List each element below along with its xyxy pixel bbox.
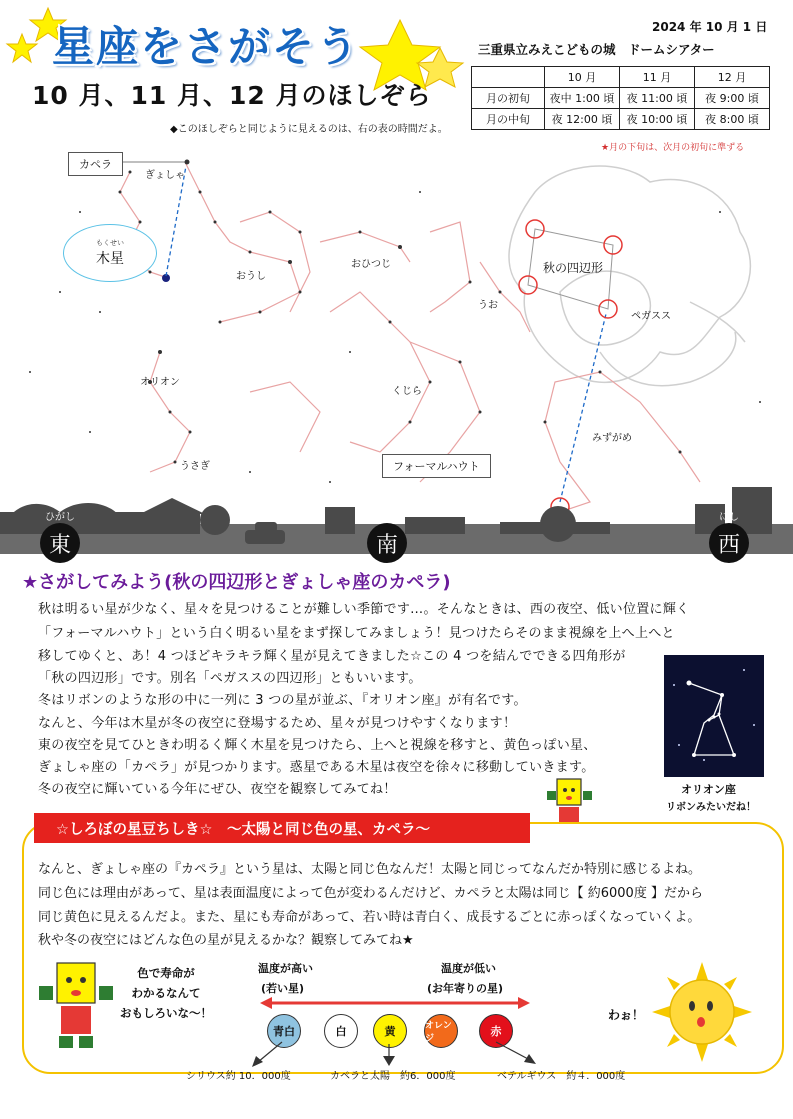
- table-row: [472, 109, 770, 130]
- body-text-line: 秋は明るい星が少なく、星々を見つけることが難しい季節です…。そんなときは、西の夜空、低い位置に輝く: [38, 602, 690, 617]
- speech-line: 色で寿命が: [137, 966, 195, 980]
- section-title: ★さがしてみよう(秋の四辺形とぎょしゃ座のカペラ): [22, 572, 451, 593]
- example-sirius: シリウス約 10．000度: [186, 1071, 291, 1082]
- color-label: オレンジ: [425, 1021, 452, 1044]
- trivia-text-line: 同じ色には理由があって、星は表面温度によって色が変わるんだけど、カペラと太陽は同じ【 約6000度 】だから: [38, 886, 703, 901]
- table-cell: 夜中 1:00 頃: [545, 88, 620, 109]
- direction-east: [40, 508, 80, 563]
- constellation-label-aquarius: みずがめ: [592, 433, 632, 444]
- trivia-ribbon-text: ☆しろぼの星豆ちしき☆ ～太陽と同じ色の星、カペラ～: [56, 821, 430, 838]
- sun-speech: わぉ！: [608, 1008, 644, 1022]
- constellation-label-orion: オリオン: [140, 377, 180, 388]
- constellation-label-auriga: ぎょしゃ: [145, 170, 185, 181]
- issue-date: 2024 年 10 月 1 日: [652, 20, 768, 34]
- jupiter-label: 木星: [96, 251, 124, 267]
- row-label: 月の中旬: [472, 109, 545, 130]
- sun-character: [652, 962, 752, 1062]
- table-header-cell: 11 月: [620, 67, 695, 88]
- star-map: [0, 152, 793, 558]
- direction-west: [709, 508, 749, 563]
- orion-photo-drawing: [664, 655, 764, 777]
- direction-kanji: 南: [367, 523, 407, 563]
- trivia-text-line: 秋や冬の夜空にはどんな色の星が見えるかな？観察してみてね★: [38, 933, 414, 948]
- fomalhaut-callout: フォーマルハウト: [382, 454, 491, 478]
- capella-callout: カペラ: [68, 152, 123, 176]
- direction-ruby: みなみ: [372, 512, 402, 523]
- star-map-drawing: [0, 152, 793, 554]
- pointer-arrow-pegasus: [560, 314, 606, 502]
- direction-kanji: 東: [40, 523, 80, 563]
- body-text-line: 「秋の四辺形」です。別名「ペガススの四辺形」ともいいます。: [38, 671, 422, 686]
- orion-caption-sub: リボンみたいだね！: [666, 802, 756, 813]
- temp-high-label: 温度が高い: [258, 962, 313, 975]
- mascot-figure: [37, 958, 117, 1053]
- table-header-row: [472, 67, 770, 88]
- direction-kanji: 西: [709, 523, 749, 563]
- table-cell: 夜 10:00 頃: [620, 109, 695, 130]
- table-cell: 夜 8:00 頃: [695, 109, 770, 130]
- direction-ruby: ひがし: [45, 512, 75, 523]
- autumn-square-label: 秋の四辺形: [543, 261, 604, 275]
- pointer-arrow-capella: [166, 166, 186, 276]
- direction-south: [367, 508, 407, 563]
- temp-low-sub: (お年寄りの星): [427, 982, 504, 995]
- constellation-label-pisces: うお: [478, 300, 498, 311]
- trivia-ribbon: [34, 813, 530, 843]
- direction-ruby: にし: [719, 512, 739, 523]
- speech-line: おもしろいな～！: [120, 1006, 212, 1020]
- trivia-text-line: 同じ黄色に見えるんだよ。また、星にも寿命があって、若い時は青白く、成長するごとに赤っぽくなっていくよ。: [38, 910, 701, 925]
- temp-high-sub: (若い星): [261, 982, 305, 995]
- orion-caption: オリオン座: [681, 783, 736, 796]
- body-text-line: 「フォーマルハウト」という白く明るい星をまず探してみましょう！見つけたらそのまま視線を上へ上へと: [38, 626, 675, 641]
- color-label: 赤: [490, 1025, 502, 1038]
- table-header-cell: 12 月: [695, 67, 770, 88]
- orion-photo: [664, 655, 764, 777]
- body-text-line: 冬の夜空に輝いている今年にぜひ、夜空を観察してみてね！: [38, 782, 397, 797]
- table-header-cell: 10 月: [545, 67, 620, 88]
- table-corner-cell: [472, 67, 545, 88]
- row-label: 月の初旬: [472, 88, 545, 109]
- body-text-line: 移してゆくと、あ！4 つほどキラキラ輝く星が見えてきました☆この 4 つを結んでできる四角形が: [38, 649, 626, 664]
- jupiter-callout: [63, 224, 157, 282]
- page-subtitle: 10 月、11 月、12 月のほしぞら: [32, 81, 432, 110]
- speech-line: わかるなんて: [131, 986, 201, 1000]
- jupiter-ruby: もくせい: [96, 239, 124, 247]
- viewing-time-table: [471, 66, 770, 130]
- venue-name: 三重県立みえこどもの城 ドームシアター: [478, 42, 715, 57]
- table-cell: 夜 11:00 頃: [620, 88, 695, 109]
- trivia-text-line: なんと、ぎょしゃ座の『カペラ』という星は、太陽と同じ色なんだ！太陽と同じってなんだか特別に感じるよね。: [38, 862, 702, 877]
- footnote: ★月の下旬は、次月の初旬に準ずる: [601, 143, 745, 153]
- mascot-speech: [116, 963, 216, 1023]
- body-text-line: なんと、今年は木星が冬の夜空に登場するため、星々が見つけやすくなります！: [38, 716, 517, 731]
- body-text-line: 冬はリボンのような形の中に一列に 3 つの星が並ぶ、『オリオン座』が有名です。: [38, 693, 527, 708]
- color-label: 白: [335, 1025, 347, 1038]
- color-label: 青白: [273, 1025, 295, 1038]
- constellation-label-cetus: くじら: [392, 386, 422, 397]
- color-label: 黄: [384, 1025, 396, 1038]
- table-note: ◆このほしぞらと同じように見えるのは、右の表の時間だよ。: [170, 124, 448, 135]
- temp-low-label: 温度が低い: [441, 962, 496, 975]
- constellation-label-aries: おひつじ: [351, 259, 391, 270]
- body-text-line: 東の夜空を見てひときわ明るく輝く木星を見つけたら、上へと視線を移すと、黄色っぽい星、: [38, 738, 597, 753]
- example-betelgeuse: ベテルギウス 約４．000度: [497, 1071, 626, 1082]
- page-title: 星座をさがそう: [52, 22, 361, 71]
- star-icon: [7, 34, 37, 62]
- temperature-arrow: [260, 996, 530, 1010]
- body-text-line: ぎょしゃ座の「カペラ」が見つかります。惑星である木星は夜空を徐々に移動していきます。: [38, 760, 595, 775]
- example-arrows: [230, 1040, 560, 1070]
- table-cell: 夜 12:00 頃: [545, 109, 620, 130]
- constellation-label-lepus: うさぎ: [180, 461, 210, 472]
- constellation-label-pegasus: ペガスス: [631, 311, 671, 322]
- table-cell: 夜 9:00 頃: [695, 88, 770, 109]
- table-row: [472, 88, 770, 109]
- constellation-label-taurus: おうし: [236, 271, 266, 282]
- example-capella-sun: カペラと太陽 約6．000度: [330, 1071, 456, 1082]
